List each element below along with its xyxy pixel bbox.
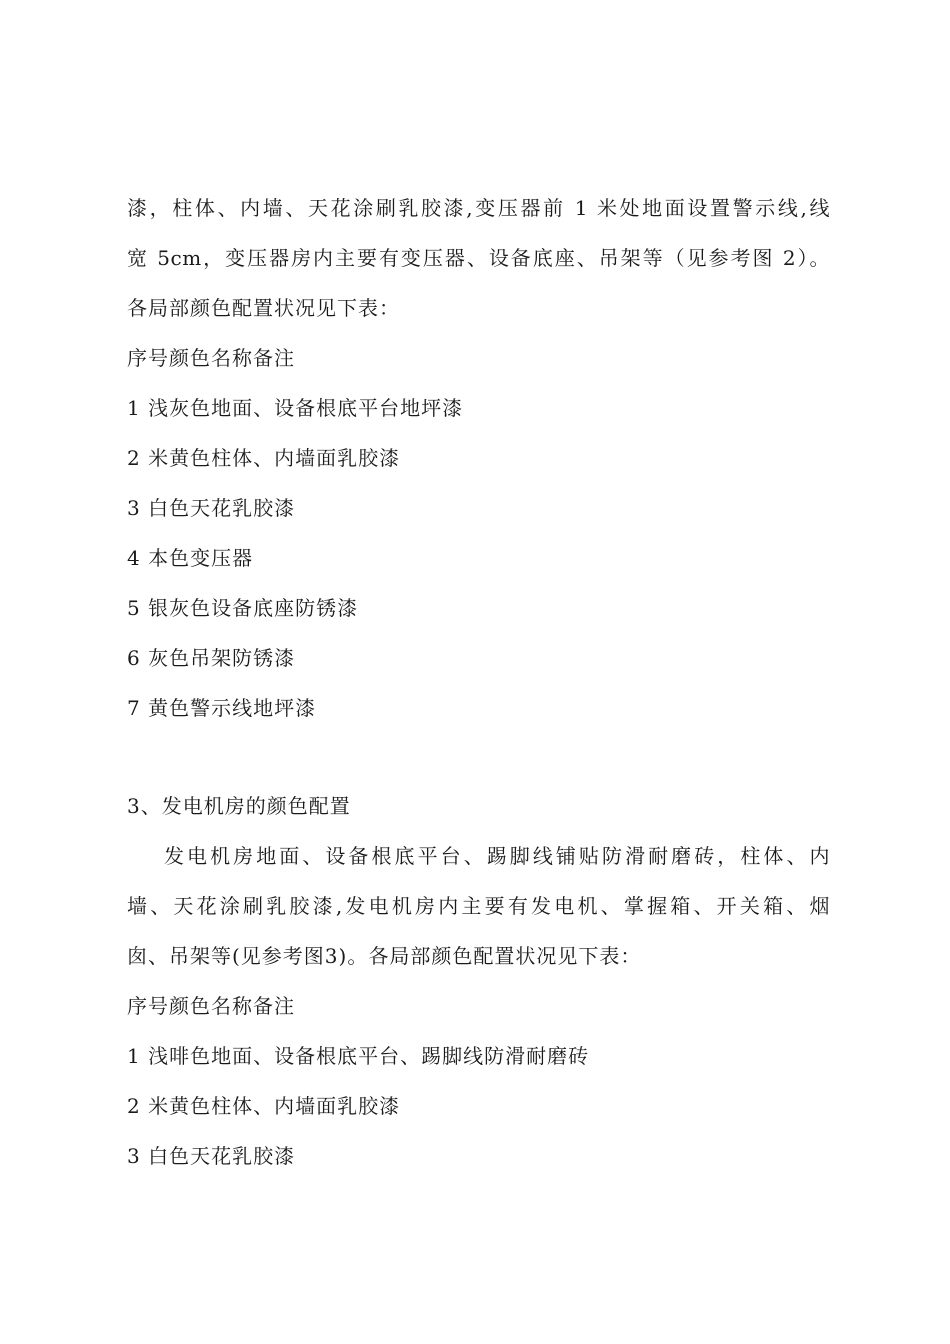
section2-table-row: 7 黄色警示线地坪漆 bbox=[127, 696, 317, 720]
section3-paragraph-line-3: 囱、吊架等(见参考图3)。各局部颜色配置状况见下表： bbox=[127, 944, 642, 968]
section2-table-row: 3 白色天花乳胶漆 bbox=[127, 496, 296, 520]
section2-paragraph-line-3: 各局部颜色配置状况见下表： bbox=[127, 296, 400, 320]
section2-table-header: 序号颜色名称备注 bbox=[127, 346, 295, 370]
section3-paragraph-line-2: 墙、天花涂刷乳胶漆,发电机房内主要有发电机、掌握箱、开关箱、烟 bbox=[127, 894, 830, 918]
section3-table-row: 3 白色天花乳胶漆 bbox=[127, 1144, 296, 1168]
section2-table-row: 1 浅灰色地面、设备根底平台地坪漆 bbox=[127, 396, 464, 420]
section2-table-row: 6 灰色吊架防锈漆 bbox=[127, 646, 296, 670]
section2-paragraph-line-1: 漆，柱体、内墙、天花涂刷乳胶漆,变压器前 1 米处地面设置警示线,线 bbox=[127, 196, 830, 220]
section2-table-row: 4 本色变压器 bbox=[127, 546, 254, 570]
section2-table-row: 5 银灰色设备底座防锈漆 bbox=[127, 596, 359, 620]
section3-table-row: 1 浅啡色地面、设备根底平台、踢脚线防滑耐磨砖 bbox=[127, 1044, 590, 1068]
section3-table-row: 2 米黄色柱体、内墙面乳胶漆 bbox=[127, 1094, 401, 1118]
section2-table-row: 2 米黄色柱体、内墙面乳胶漆 bbox=[127, 446, 401, 470]
section3-table-header: 序号颜色名称备注 bbox=[127, 994, 295, 1018]
section3-paragraph-line-1: 发电机房地面、设备根底平台、踢脚线铺贴防滑耐磨砖，柱体、内 bbox=[164, 844, 830, 868]
section2-paragraph-line-2: 宽 5cm，变压器房内主要有变压器、设备底座、吊架等（见参考图 2）。 bbox=[127, 246, 830, 270]
section3-heading: 3、发电机房的颜色配置 bbox=[127, 794, 351, 818]
